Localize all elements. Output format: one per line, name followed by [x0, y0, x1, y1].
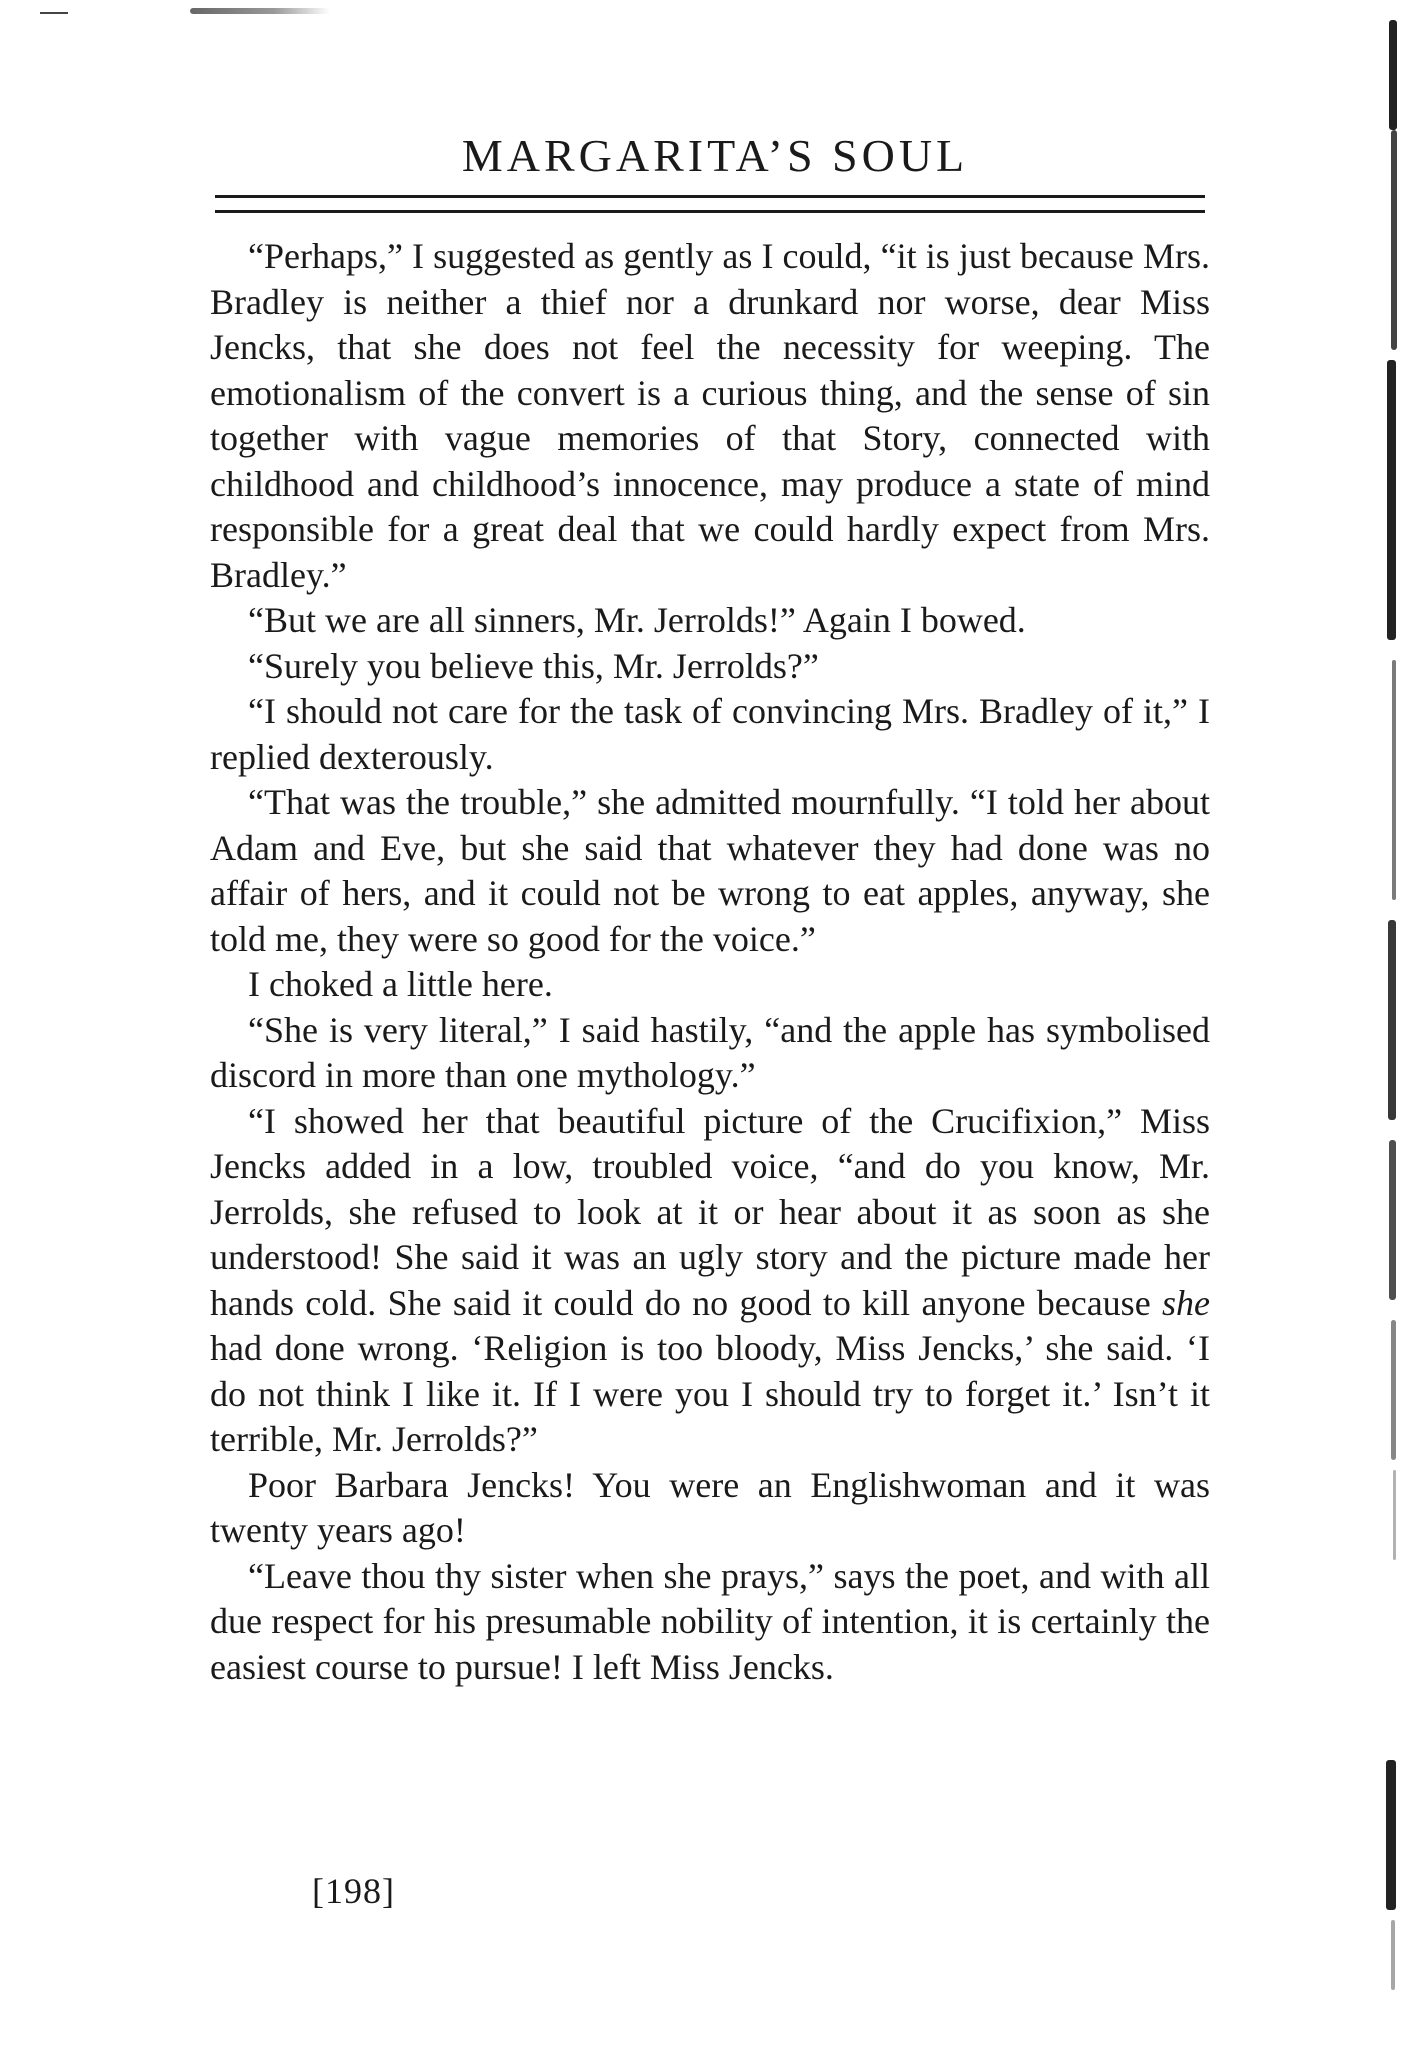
scan-artifact-smudge — [190, 8, 330, 14]
paragraph — [210, 1463, 1210, 1554]
paragraph-text: “That was the trouble,” she admitted mournfully. “I told her about Adam and Eve, but she said that whatever they had done was no affair of hers, and it could not be wrong to eat apples, anyway, she told me, they were so good for the voice.” — [210, 782, 1210, 959]
paragraph-text: “She is very literal,” I said hastily, “and the apple has symbolised discord in more than one mythology.” — [210, 1009, 1210, 1095]
paragraph — [210, 1008, 1210, 1099]
paragraph — [210, 689, 1210, 780]
paragraph — [210, 234, 1210, 598]
paragraph-text-continued: had done wrong. ‘Religion is too bloody, Miss Jencks,’ she said. ‘I do not think I like it. If I were you I should try to forget it.’ Isn’t it terrible, Mr. Jerrolds?” — [210, 1328, 1210, 1459]
page-header — [215, 128, 1205, 184]
paragraph-text: “Surely you believe this, Mr. Jerrolds?” — [248, 645, 819, 686]
page-number: [198] — [312, 1871, 395, 1911]
paragraph-text: Poor Barbara Jencks! You were an Englishwoman and it was twenty years ago! — [210, 1464, 1210, 1550]
paragraph-text: “But we are all sinners, Mr. Jerrolds!” Again I bowed. — [248, 600, 1026, 640]
paragraph-text: “Perhaps,” I suggested as gently as I could, “it is just because Mrs. Bradley is neither a thief nor a drunkard nor worse, dear Miss Jencks, that she does not feel the necessity for weeping. The emotionalism of the convert is a curious thing, and the sense of sin together with vague memories of that Story, connected with childhood and childhood’s innocence, may produce a state of mind responsible for a great deal that we could hardly expect from Mrs. Bradley.” — [210, 236, 1210, 595]
binding-edge-shadow — [1355, 0, 1415, 2052]
paragraph-text: “Leave thou thy sister when she prays,” says the poet, and with all due respect for his presumable nobility of intention, it is certainly the easiest course to pursue! I left Miss Jencks. — [210, 1555, 1210, 1687]
body-text — [210, 234, 1210, 1690]
paragraph — [210, 644, 1210, 690]
paragraph — [210, 1099, 1210, 1463]
italic-emphasis: she — [1162, 1282, 1210, 1323]
paragraph-text: I choked a little here. — [248, 964, 553, 1004]
header-double-rule — [215, 195, 1205, 213]
paragraph — [210, 962, 1210, 1008]
paragraph — [210, 780, 1210, 962]
scan-artifact-dash — [40, 12, 68, 14]
paragraph — [210, 1554, 1210, 1691]
running-head: MARGARITA’S SOUL — [461, 130, 969, 181]
paragraph-text: “I should not care for the task of convincing Mrs. Bradley of it,” I replied dexterously. — [210, 691, 1210, 777]
paragraph-text: “I showed her that beautiful picture of the Crucifixion,” Miss Jencks added in a low, troubled voice, “and do you know, Mr. Jerrolds, she refused to look at it or hear about it as soon as she understood! She said it was an ugly story and the picture made her hands cold. She said it could do no good to kill anyone because — [210, 1100, 1210, 1323]
paragraph — [210, 598, 1210, 644]
